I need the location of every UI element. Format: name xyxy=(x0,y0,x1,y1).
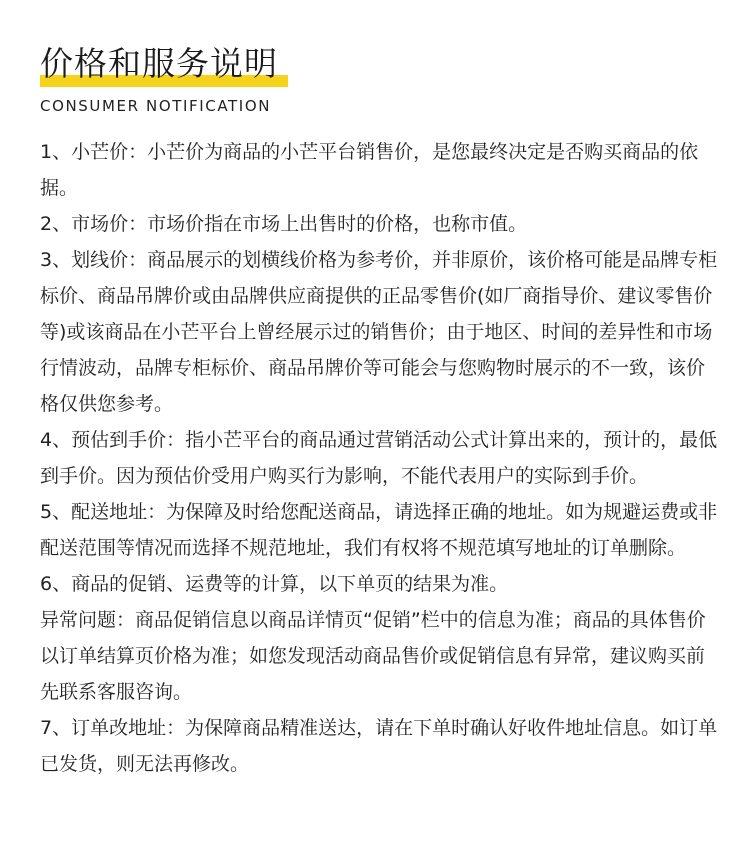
title-block xyxy=(40,44,278,84)
page-subtitle: CONSUMER NOTIFICATION xyxy=(40,97,272,115)
notice-item-market-price: 2、市场价：市场价指在市场上出售时的价格，也称市值。 xyxy=(40,213,528,235)
notice-item-change-address: 7、订单改地址：为保障商品精准送达，请在下单时确认好收件地址信息。如订单已发货，则无法再修改。 xyxy=(40,717,718,775)
notice-item-strikethrough-price: 3、划线价：商品展示的划横线价格为参考价，并非原价，该价格可能是品牌专柜标价、商品吊牌价或由品牌供应商提供的正品零售价(如厂商指导价、建议零售价等)或该商品在小芒平台上曾经展示过的销售价；由于地区、时间的差异性和市场行情波动，品牌专柜标价、商品吊牌价等可能会与您购物时展示的不一致，该价格仅供您参考。 xyxy=(40,249,718,415)
notice-item-promotion-calc: 6、商品的促销、运费等的计算，以下单页的结果为准。 xyxy=(40,573,509,595)
page-title: 价格和服务说明 xyxy=(40,44,278,83)
notice-item-xiaomang-price: 1、小芒价：小芒价为商品的小芒平台销售价，是您最终决定是否购买商品的依据。 xyxy=(40,141,699,199)
notice-item-delivery-address: 5、配送地址：为保障及时给您配送商品，请选择正确的地址。如为规避运费或非配送范围等情况而选择不规范地址，我们有权将不规范填写地址的订单删除。 xyxy=(40,501,718,559)
notice-item-exceptions: 异常问题：商品促销信息以商品详情页“促销”栏中的信息为准；商品的具体售价以订单结算页价格为准；如您发现活动商品售价或促销信息有异常，建议购买前先联系客服咨询。 xyxy=(40,609,706,703)
notice-item-estimated-price: 4、预估到手价：指小芒平台的商品通过营销活动公式计算出来的，预计的，最低到手价。因为预估价受用户购买行为影响，不能代表用户的实际到手价。 xyxy=(40,429,718,487)
notice-list xyxy=(40,134,720,782)
